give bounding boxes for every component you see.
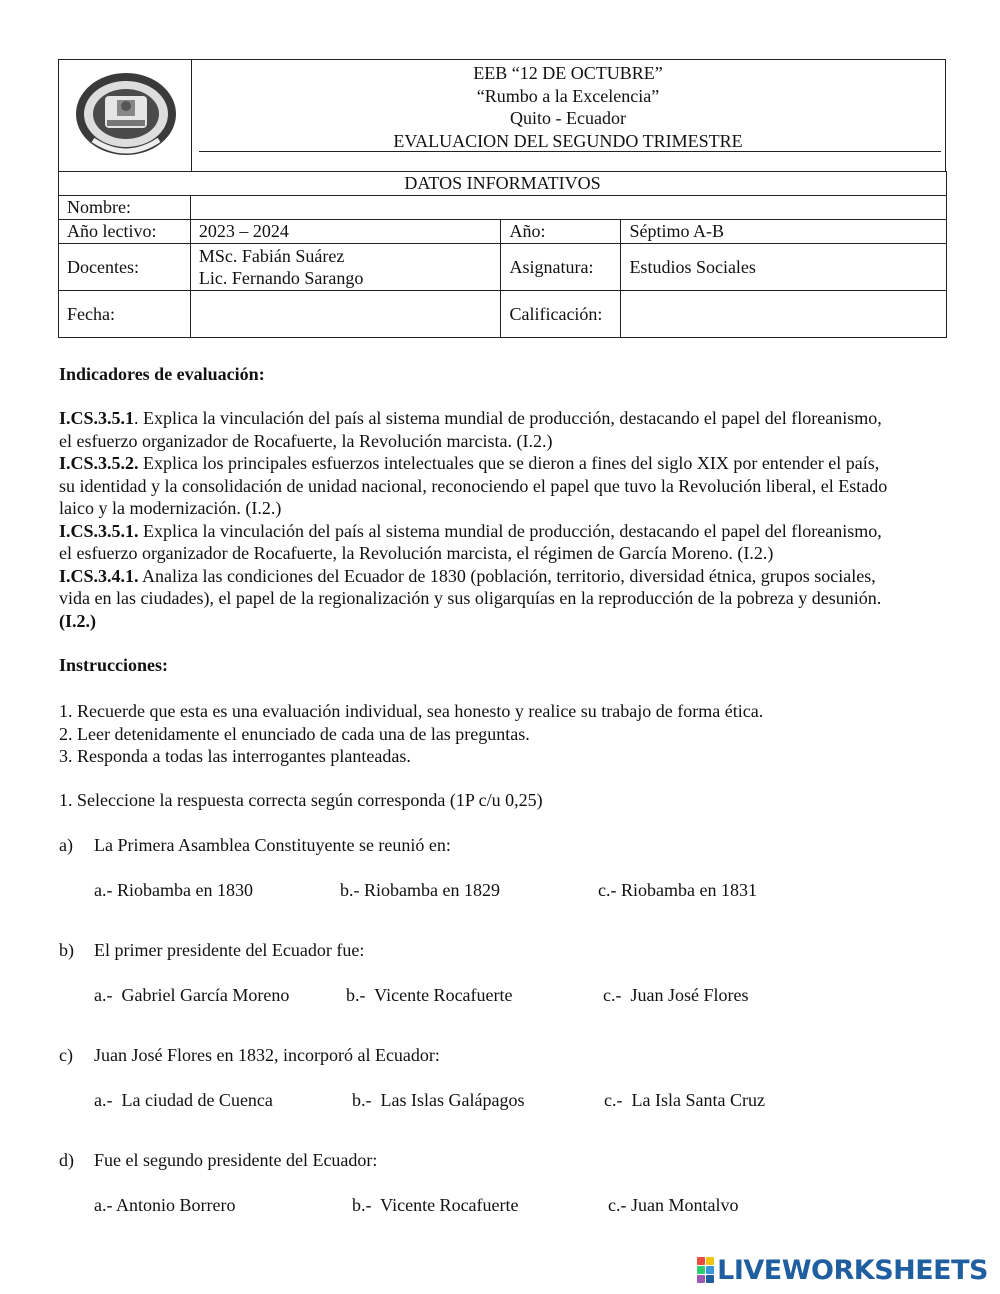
indicator-text-cont: el esfuerzo organizador de Rocafuerte, la Revolución marcista, el régimen de García Moreno. (I.2.) [59,543,774,563]
instrucciones-list [59,700,763,768]
question-letter: c) [59,1045,73,1065]
school-seal-logo [73,70,179,160]
calificacion-field[interactable] [621,291,947,338]
nombre-field[interactable] [190,196,946,220]
option-b[interactable]: b.- Vicente Rocafuerte [346,985,513,1005]
nombre-label: Nombre: [59,196,191,220]
question-text: La Primera Asamblea Constituyente se reunió en: [94,835,451,855]
docentes-value [190,244,501,291]
question-text: Fue el segundo presidente del Ecuador: [94,1150,378,1170]
info-title: DATOS INFORMATIVOS [59,172,947,196]
indicator-text-cont: su identidad y la consolidación de unidad nacional, reconociendo el papel que tuvo la Revolución liberal, el Estado [59,475,888,496]
indicator-item [59,565,959,588]
indicator-item [59,520,959,543]
instruction-item: 2. Leer detenidamente el enunciado de cada una de las preguntas. [59,723,530,744]
instruction-item: 3. Responda a todas las interrogantes planteadas. [59,746,411,766]
question-letter: b) [59,940,74,960]
fecha-field[interactable] [190,291,501,338]
instrucciones-heading: Instrucciones: [59,655,168,675]
indicator-text: Explica los principales esfuerzos intelectuales que se dieron a fines del siglo XIX por entender el país, [138,453,880,473]
anio-value: Séptimo A-B [621,220,947,244]
header-text [191,60,945,152]
indicator-code: I.CS.3.5.1. [59,520,139,541]
docente-2: Lic. Fernando Sarango [198,268,364,288]
indicator-code: I.CS.3.4.1. [59,565,139,586]
docentes-label: Docentes: [59,244,191,291]
lectivo-value: 2023 – 2024 [190,220,501,244]
option-c[interactable]: c.- Riobamba en 1831 [598,880,757,900]
question [59,1150,377,1171]
question [59,835,451,856]
liveworksheets-wordmark: LIVEWORKSHEETS [717,1254,988,1286]
instruction-item: 1. Recuerde que esta es una evaluación individual, sea honesto y realice su trabajo de forma ética. [59,701,764,721]
question [59,940,364,961]
indicator-item [59,407,959,430]
indicator-text: Explica la vinculación del país al sistema mundial de producción, destacando el papel del floreanismo, [138,520,882,541]
indicator-code: I.CS.3.5.1 [59,408,135,428]
docente-1: MSc. Fabián Suárez [198,246,345,266]
option-b[interactable]: b.- Vicente Rocafuerte [352,1195,519,1215]
option-a[interactable]: a.- Antonio Borrero [94,1195,236,1215]
indicadores-list [59,407,959,632]
indicator-text-cont: el esfuerzo organizador de Rocafuerte, la Revolución marcista. (I.2.) [59,430,553,451]
anio-label: Año: [501,220,621,244]
school-name: EEB “12 DE OCTUBRE” [473,63,663,83]
question-letter: d) [59,1150,74,1170]
header-box [58,59,946,171]
logo-cell [59,60,192,171]
header-rule [199,151,941,152]
indicator-item [59,452,959,475]
option-c[interactable]: c.- La Isla Santa Cruz [604,1090,765,1110]
section-title: 1. Seleccione la respuesta correcta según corresponda (1P c/u 0,25) [59,790,543,810]
question-text: Juan José Flores en 1832, incorporó al Ecuador: [94,1045,440,1065]
liveworksheets-icon [697,1257,714,1283]
option-a[interactable]: a.- Riobamba en 1830 [94,880,253,900]
option-a[interactable]: a.- Gabriel García Moreno [94,985,290,1005]
indicator-text-cont: (I.2.) [59,610,96,631]
school-motto: “Rumbo a la Excelencia” [476,85,660,106]
asignatura-value: Estudios Sociales [621,244,947,291]
calificacion-label: Calificación: [501,291,621,338]
indicator-text: . Explica la vinculación del país al sistema mundial de producción, destacando el papel del floreanismo, [134,408,882,428]
question-text: El primer presidente del Ecuador fue: [94,940,365,960]
indicator-text: Analiza las condiciones del Ecuador de 1830 (población, territorio, diversidad étnica, grupos sociales, [138,565,876,586]
indicator-code: I.CS.3.5.2. [59,453,139,473]
school-city: Quito - Ecuador [510,108,626,128]
asignatura-label: Asignatura: [501,244,621,291]
option-b[interactable]: b.- Las Islas Galápagos [352,1090,525,1110]
lectivo-label: Año lectivo: [59,220,191,244]
indicator-text-cont: vida en las ciudades), el papel de la regionalización y sus oligarquías en la reproducción de la pobreza y desunión. [59,588,882,608]
option-c[interactable]: c.- Juan José Flores [603,985,749,1005]
indicadores-heading: Indicadores de evaluación: [59,364,265,384]
option-b[interactable]: b.- Riobamba en 1829 [340,880,500,900]
question [59,1045,440,1066]
question-letter: a) [59,835,73,855]
exam-title: EVALUACION DEL SEGUNDO TRIMESTRE [393,130,743,151]
option-a[interactable]: a.- La ciudad de Cuenca [94,1090,273,1110]
indicator-text-cont: laico y la modernización. (I.2.) [59,498,282,518]
fecha-label: Fecha: [59,291,191,338]
liveworksheets-logo[interactable] [697,1255,988,1285]
info-table [58,171,947,338]
option-c[interactable]: c.- Juan Montalvo [608,1195,739,1215]
